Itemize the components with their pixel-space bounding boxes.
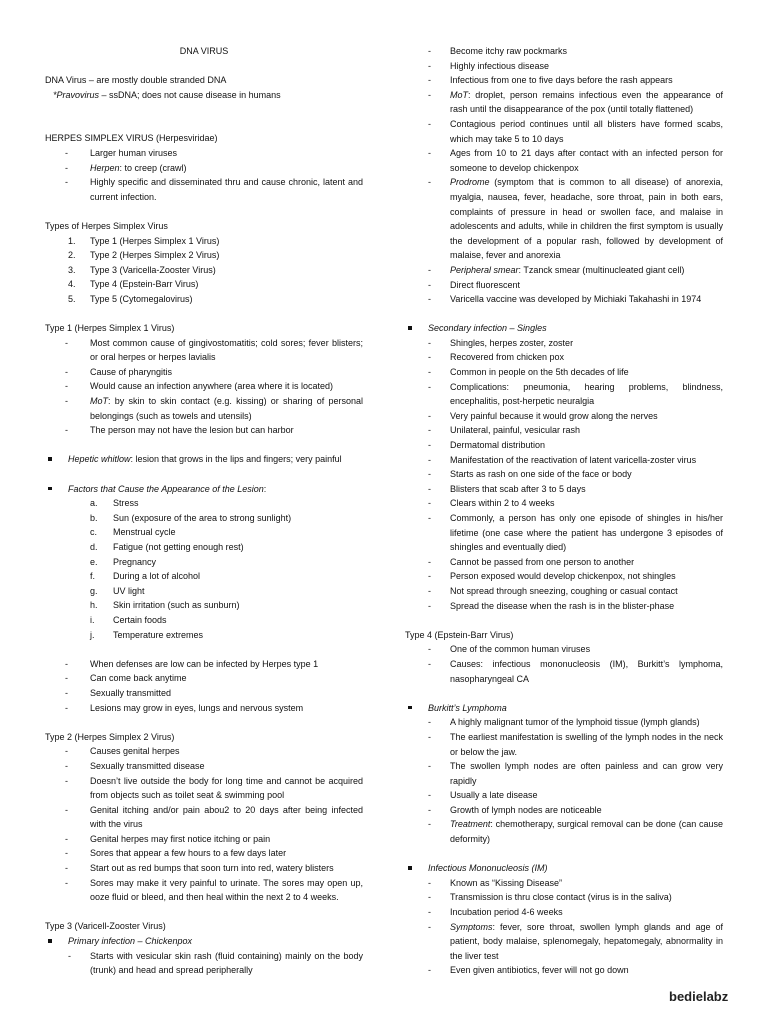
list-item: a. Stress bbox=[90, 498, 139, 509]
list-item: - Usually a late disease bbox=[405, 788, 723, 803]
document-title: DNA VIRUS bbox=[179, 46, 229, 56]
list-item: f. During a lot of alcohol bbox=[90, 571, 201, 582]
list-item: - Very painful because it would grow along the nerves bbox=[405, 409, 723, 424]
type3-heading: Type 3 (Varicell-Zooster Virus) bbox=[45, 921, 166, 932]
list-item: - Causes: infectious mononucleosis (IM), Burkitt’s lymphoma, nasopharyngeal CA bbox=[405, 657, 723, 686]
list-item: - Prodrome (symptom that is common to all disease) of anorexia, myalgia, nausea, fever, headache, sore throat, pain in both ears, complaints of pressure in head or swollen face, and malaise in adolescents and adults, while in children the first symptom is usually the development of a popular rash, followed by development of malaise, fever and anorexia bbox=[405, 175, 723, 263]
list-item: j. Temperature extremes bbox=[90, 629, 204, 640]
list-item: - The person may not have the lesion but can harbor bbox=[45, 423, 363, 438]
list-item: - Sexually transmitted bbox=[45, 686, 363, 701]
list-item: - Highly infectious disease bbox=[405, 59, 723, 74]
secondary-infection-heading: Secondary infection – Singles bbox=[405, 321, 723, 336]
list-item: - Doesn’t live outside the body for long time and cannot be acquired from objects such as toilet seat & swimming pool bbox=[45, 774, 363, 803]
list-item: - A highly malignant tumor of the lymphoid tissue (lymph glands) bbox=[405, 715, 723, 730]
list-item: - Ages from 10 to 21 days after contact with an infected person for someone to develop chickenpox bbox=[405, 146, 723, 175]
primary-list-left bbox=[45, 949, 363, 978]
list-item: - Starts with vesicular skin rash (fluid containing) mainly on the body (trunk) and head and spread peripherally bbox=[45, 949, 363, 978]
type4-heading: Type 4 (Epstein-Barr Virus) bbox=[405, 629, 514, 640]
hsv-list bbox=[45, 146, 363, 204]
list-item: - Clears within 2 to 4 weeks bbox=[405, 496, 723, 511]
list-item: e. Pregnancy bbox=[90, 556, 157, 567]
list-item: - Transmission is thru close contact (virus is in the saliva) bbox=[405, 890, 723, 905]
list-item: - Symptoms: fever, sore throat, swollen lymph glands and age of patient, body malaise, splenomegaly, hepatomegaly, abnormality in the liver test bbox=[405, 920, 723, 964]
list-item: - One of the common human viruses bbox=[405, 642, 723, 657]
list-item: - Starts as rash on one side of the face or body bbox=[405, 467, 723, 482]
list-item: - Not spread through sneezing, coughing or casual contact bbox=[405, 584, 723, 599]
list-item: g. UV light bbox=[90, 585, 145, 596]
list-item: - Sores may make it very painful to urinate. The sores may open up, ooze fluid or bleed, and then heal within the next 2 to 4 weeks. bbox=[45, 876, 363, 905]
list-item: - Unilateral, painful, vesicular rash bbox=[405, 423, 723, 438]
list-item: - When defenses are low can be infected by Herpes type 1 bbox=[45, 657, 363, 672]
list-item: d. Fatigue (not getting enough rest) bbox=[90, 542, 244, 552]
list-item: 2. Type 2 (Herpes Simplex 2 Virus) bbox=[68, 250, 220, 261]
type1-more-list bbox=[45, 657, 363, 715]
list-item: - Direct fluorescent bbox=[405, 278, 723, 293]
list-item: h. Skin irritation (such as sunburn) bbox=[90, 600, 240, 611]
list-item: 3. Type 3 (Varicella-Zooster Virus) bbox=[68, 264, 216, 275]
list-item: - Complications: pneumonia, hearing problems, blindness, encephalitis, post-herpetic neuralgia bbox=[405, 380, 723, 409]
list-item: - MoT: droplet, person remains infectious even the appearance of rash until the disappearance of the pox (until totally flattened) bbox=[405, 88, 723, 117]
list-item: - Cause of pharyngitis bbox=[45, 365, 363, 380]
list-item: - Larger human viruses bbox=[45, 146, 363, 161]
type4-list bbox=[405, 642, 723, 686]
list-item: - Most common cause of gingivostomatitis; cold sores; fever blisters; or oral herpes or herpes lavialis bbox=[45, 336, 363, 365]
list-item: - Varicella vaccine was developed by Michiaki Takahashi in 1974 bbox=[405, 292, 723, 307]
whitlow-item: Hepetic whitlow: lesion that grows in the lips and fingers; very painful bbox=[45, 452, 363, 467]
list-item: - Start out as red bumps that soon turn into red, watery blisters bbox=[45, 861, 363, 876]
type2-list bbox=[45, 744, 363, 905]
list-item: - Shingles, herpes zoster, zoster bbox=[405, 336, 723, 351]
list-item: - Blisters that scab after 3 to 5 days bbox=[405, 482, 723, 497]
list-item: - Genital itching and/or pain abou2 to 20 days after being infected with the virus bbox=[45, 803, 363, 832]
list-item: - MoT: by skin to skin contact (e.g. kissing) or sharing of personal belongings (such as towels and utensils) bbox=[45, 394, 363, 423]
list-item: - Person exposed would develop chickenpox, not shingles bbox=[405, 569, 723, 584]
list-item: - Contagious period continues until all blisters have formed scabs, which may take 5 to 10 days bbox=[405, 117, 723, 146]
list-item: c. Menstrual cycle bbox=[90, 527, 176, 538]
burkitt-heading: Burkitt’s Lymphoma bbox=[405, 701, 723, 716]
footer-brand: bedielabz bbox=[669, 989, 729, 1004]
list-item: 5. Type 5 (Cytomegalovirus) bbox=[68, 293, 193, 304]
list-item: - Cannot be passed from one person to another bbox=[405, 555, 723, 570]
type1-list bbox=[45, 336, 363, 438]
list-item: 4. Type 4 (Epstein-Barr Virus) bbox=[68, 279, 199, 290]
primary-infection-heading: Primary infection – Chickenpox bbox=[45, 934, 363, 949]
list-item: i. Certain foods bbox=[90, 614, 167, 625]
types-list bbox=[45, 234, 363, 307]
left-column bbox=[45, 44, 363, 978]
list-item: - Can come back anytime bbox=[45, 671, 363, 686]
im-list bbox=[405, 876, 723, 978]
list-item: - The earliest manifestation is swelling of the lymph nodes in the neck or below the jaw. bbox=[405, 730, 723, 759]
types-heading: Types of Herpes Simplex Virus bbox=[45, 220, 168, 231]
factors-heading: Factors that Cause the Appearance of the Lesion: bbox=[45, 482, 363, 497]
hsv-heading: HERPES SIMPLEX VIRUS (Herpesviridae) bbox=[45, 133, 218, 144]
list-item: - Dermatomal distribution bbox=[405, 438, 723, 453]
list-item: b. Sun (exposure of the area to strong sunlight) bbox=[90, 512, 292, 523]
list-item: - Lesions may grow in eyes, lungs and nervous system bbox=[45, 701, 363, 716]
list-item: - Sores that appear a few hours to a few days later bbox=[45, 846, 363, 861]
list-item: - Even given antibiotics, fever will not go down bbox=[405, 963, 723, 978]
list-item: - Recovered from chicken pox bbox=[405, 350, 723, 365]
list-item: - Herpen: to creep (crawl) bbox=[45, 161, 363, 176]
type2-heading: Type 2 (Herpes Simplex 2 Virus) bbox=[45, 731, 175, 742]
type1-heading: Type 1 (Herpes Simplex 1 Virus) bbox=[45, 323, 175, 334]
list-item: - Incubation period 4-6 weeks bbox=[405, 905, 723, 920]
list-item: - Would cause an infection anywhere (area where it is located) bbox=[45, 379, 363, 394]
list-item: 1. Type 1 (Herpes Simplex 1 Virus) bbox=[68, 235, 220, 246]
list-item: - Spread the disease when the rash is in the blister-phase bbox=[405, 599, 723, 614]
factors-list bbox=[45, 496, 363, 642]
burkitt-list bbox=[405, 715, 723, 846]
list-item: - Become itchy raw pockmarks bbox=[405, 44, 723, 59]
intro-line-1: DNA Virus – are mostly double stranded DNA bbox=[45, 75, 227, 86]
list-item: - Known as “Kissing Disease” bbox=[405, 876, 723, 891]
list-item: - Sexually transmitted disease bbox=[45, 759, 363, 774]
list-item: - The swollen lymph nodes are often painless and can grow very rapidly bbox=[405, 759, 723, 788]
list-item: - Commonly, a person has only one episode of shingles in his/her lifetime (one case where the patient has undergone 3 episodes of shingles and eventually died) bbox=[405, 511, 723, 555]
secondary-list bbox=[405, 336, 723, 613]
list-item: - Common in people on the 5th decades of life bbox=[405, 365, 723, 380]
list-item: - Highly specific and disseminated thru and cause chronic, latent and current infection. bbox=[45, 175, 363, 204]
list-item: - Peripheral smear: Tzanck smear (multinucleated giant cell) bbox=[405, 263, 723, 278]
list-item: - Treatment: chemotherapy, surgical removal can be done (can cause deformity) bbox=[405, 817, 723, 846]
list-item: - Genital herpes may first notice itching or pain bbox=[45, 832, 363, 847]
primary-list-right bbox=[405, 44, 723, 307]
right-column bbox=[405, 44, 723, 978]
list-item: - Causes genital herpes bbox=[45, 744, 363, 759]
im-heading: Infectious Mononucleosis (IM) bbox=[405, 861, 723, 876]
list-item: - Manifestation of the reactivation of latent varicella-zoster virus bbox=[405, 453, 723, 468]
list-item: - Infectious from one to five days before the rash appears bbox=[405, 73, 723, 88]
intro-line-2: *Pravovirus – ssDNA; does not cause disease in humans bbox=[53, 89, 281, 100]
list-item: - Growth of lymph nodes are noticeable bbox=[405, 803, 723, 818]
